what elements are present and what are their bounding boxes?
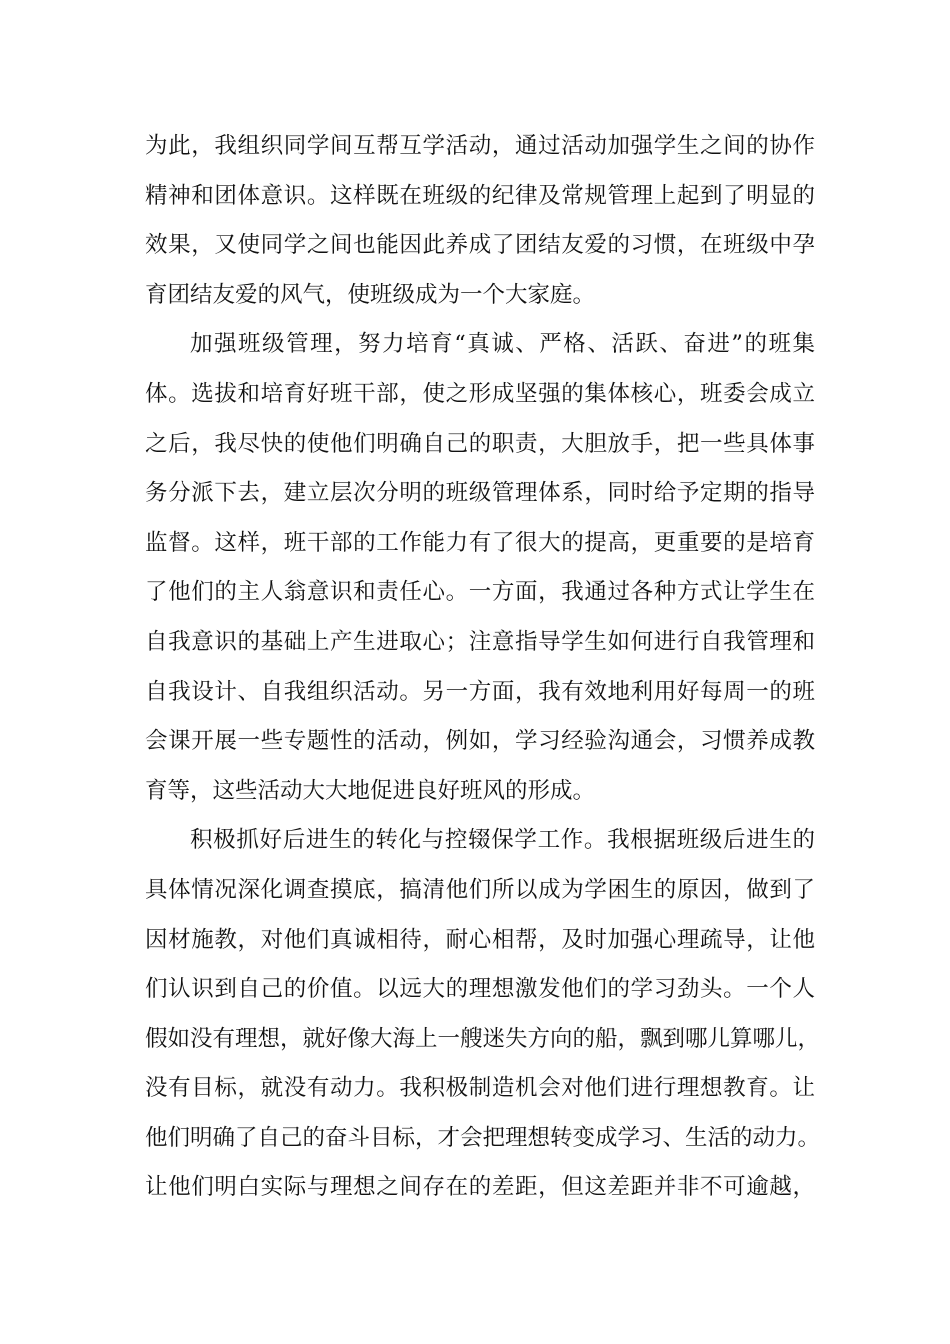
paragraph-2-line-8: 自我设计、自我组织活动。另一方面，我有效地利用好每周一的班: [145, 678, 815, 705]
paragraph-3-line-6: 没有目标，就没有动力。我积极制造机会对他们进行理想教育。让: [145, 1075, 815, 1102]
paragraph-2-line-3: 之后，我尽快的使他们明确自己的职责，大胆放手，把一些具体事: [145, 430, 815, 457]
paragraph-3-line-4: 们认识到自己的价值。以远大的理想激发他们的学习劲头。一个人: [145, 976, 815, 1003]
paragraph-1-line-1: 为此，我组织同学间互帮互学活动，通过活动加强学生之间的协作: [145, 133, 815, 159]
paragraph-2-line-2: 体。选拔和培育好班干部，使之形成坚强的集体核心，班委会成立: [145, 380, 815, 407]
paragraph-2-line-10: 育等，这些活动大大地促进良好班风的形成。: [145, 777, 596, 804]
paragraph-3-line-2: 具体情况深化调查摸底，搞清他们所以成为学困生的原因，做到了: [145, 876, 815, 903]
paragraph-3-line-1: 积极抓好后进生的转化与控辍保学工作。我根据班级后进生的: [190, 827, 815, 854]
paragraph-3-line-5: 假如没有理想，就好像大海上一艘迷失方向的船，飘到哪儿算哪儿，: [145, 1025, 821, 1052]
paragraph-2-line-9: 会课开展一些专题性的活动，例如，学习经验沟通会，习惯养成教: [145, 728, 815, 755]
paragraph-3-line-7: 他们明确了自己的奋斗目标，才会把理想转变成学习、生活的动力。: [145, 1124, 821, 1151]
paragraph-1-line-3: 效果，又使同学之间也能因此养成了团结友爱的习惯，在班级中孕: [145, 232, 815, 259]
paragraph-3-line-8: 让他们明白实际与理想之间存在的差距，但这差距并非不可逾越，: [145, 1174, 815, 1201]
paragraph-3-line-3: 因材施教，对他们真诚相待，耐心相帮，及时加强心理疏导，让他: [145, 926, 815, 953]
paragraph-1-line-4: 育团结友爱的风气，使班级成为一个大家庭。: [145, 281, 596, 308]
paragraph-2-line-5: 监督。这样，班干部的工作能力有了很大的提高，更重要的是培育: [145, 529, 815, 556]
paragraph-2-line-1: 加强班级管理，努力培育“真诚、严格、活跃、奋进”的班集: [190, 331, 815, 358]
paragraph-2-line-6: 了他们的主人翁意识和责任心。一方面，我通过各种方式让学生在: [145, 579, 815, 606]
document-body: [145, 122, 821, 1213]
paragraph-1-line-2: 精神和团体意识。这样既在班级的纪律及常规管理上起到了明显的: [145, 182, 815, 209]
paragraph-2-line-4: 务分派下去，建立层次分明的班级管理体系，同时给予定期的指导: [145, 480, 815, 507]
paragraph-2-line-7: 自我意识的基础上产生进取心；注意指导学生如何进行自我管理和: [145, 628, 815, 655]
